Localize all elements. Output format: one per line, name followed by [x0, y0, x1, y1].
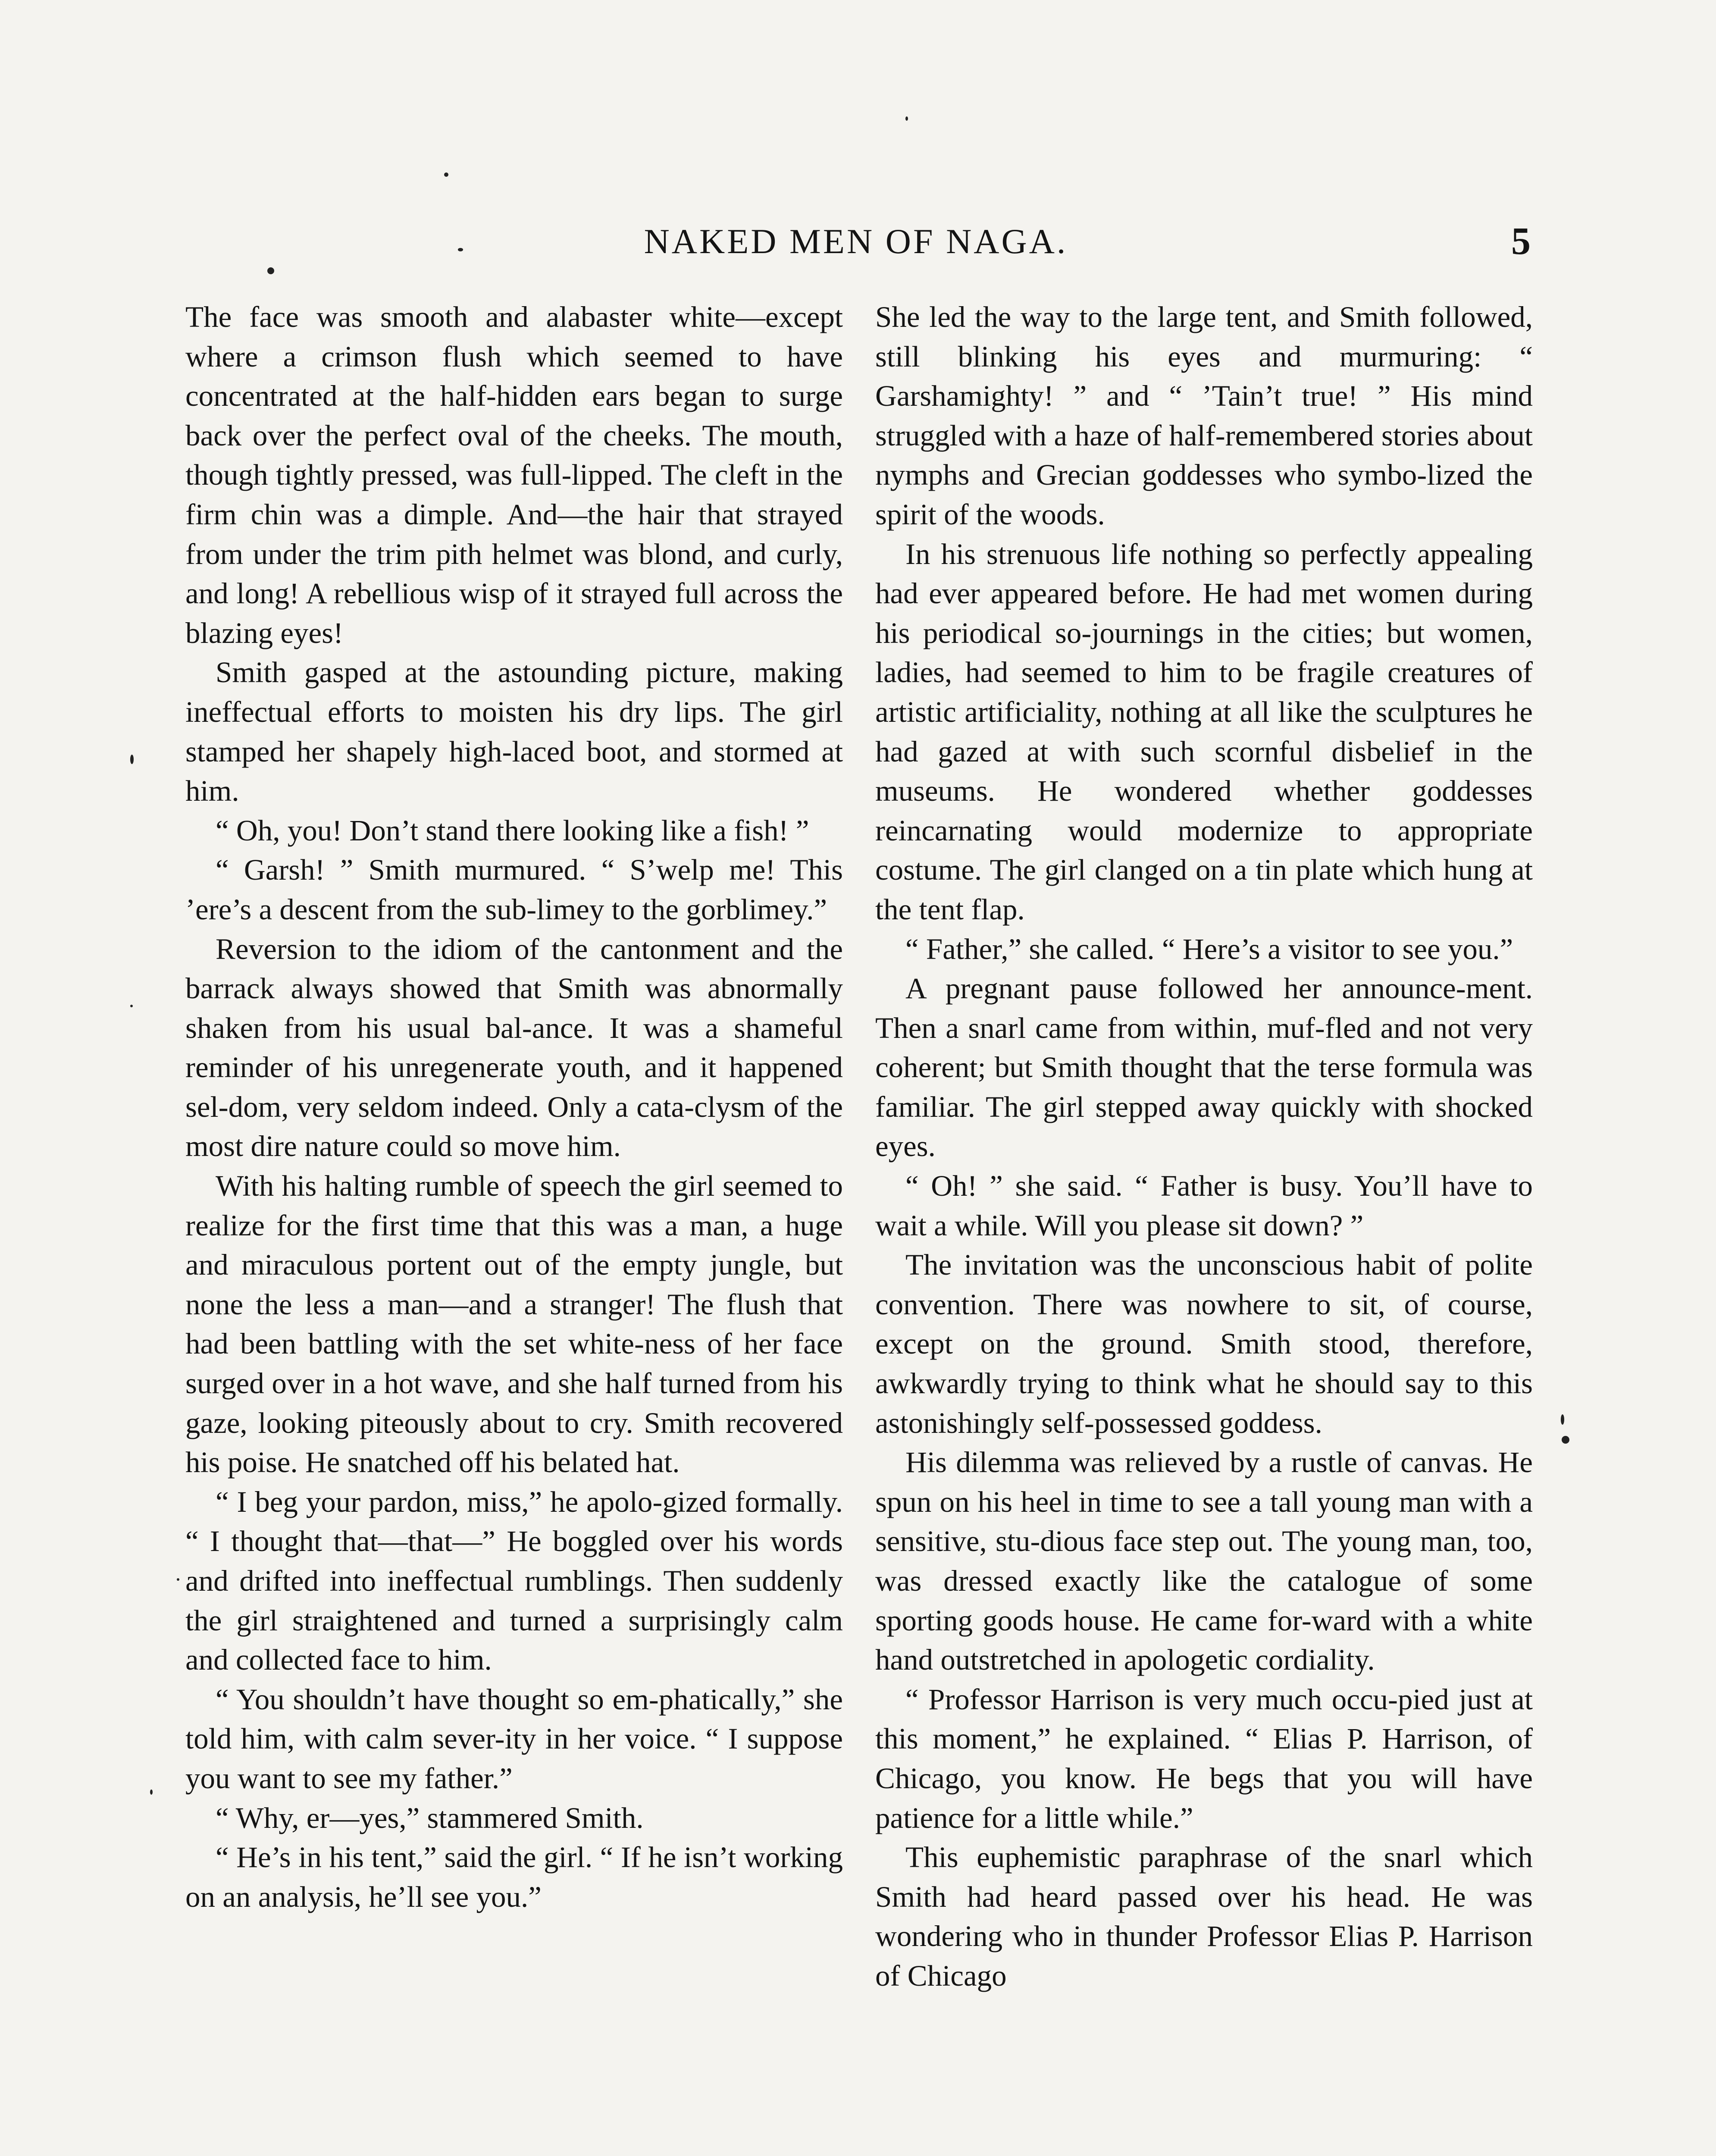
paragraph: “ He’s in his tent,” said the girl. “ If he isn’t working on an analysis, he’ll see you.”	[185, 1841, 843, 1913]
paragraph: “ Oh! ” she said. “ Father is busy. You’ll have to wait a while. Will you please sit down? ”	[875, 1169, 1533, 1242]
paragraph: The invitation was the unconscious habit of polite convention. There was nowhere to sit, of course, except on the ground. Smith stood, therefore, awkwardly trying to think what he should say to this astonishingly self-possessed goddess.	[875, 1248, 1533, 1439]
paragraph: This euphemistic paraphrase of the snarl which Smith had heard passed over his head. He was wondering who in thunder Professor Elias P. Harrison of Chicago	[875, 1841, 1533, 1992]
paragraph: “ I beg your pardon, miss,” he apolo-gized formally. “ I thought that—that—” He boggled over his words and drifted into ineffectual rumblings. Then suddenly the girl straightened and turned a surprisingly calm and collected face to him.	[185, 1485, 843, 1677]
paragraph: “ Oh, you! Don’t stand there looking like a fish! ”	[216, 814, 809, 847]
scan-speck	[130, 755, 134, 764]
scan-speck	[905, 116, 908, 121]
paragraph: His dilemma was relieved by a rustle of canvas. He spun on his heel in time to see a tall young man with a sensitive, stu-dious face step out. The young man, too, was dressed exactly like the catalogue of some sporting goods house. He came for-ward with a white hand outstretched in apologetic cordiality.	[875, 1446, 1533, 1677]
paragraph: “ Professor Harrison is very much occu-pied just at this moment,” he explained. “ Elias P. Harrison, of Chicago, you know. He begs that you will have patience for a little while.”	[875, 1683, 1533, 1834]
left-column	[185, 298, 843, 1917]
scan-speck	[177, 1578, 179, 1581]
paragraph: A pregnant pause followed her announce-ment. Then a snarl came from within, muf-fled and not very coherent; but Smith thought that the terse formula was familiar. The girl stepped away quickly with shocked eyes.	[875, 972, 1533, 1163]
scan-speck	[444, 172, 448, 177]
page-number: 5	[1511, 220, 1531, 263]
scan-speck	[130, 1005, 133, 1007]
running-title: NAKED MEN OF NAGA.	[644, 222, 1068, 261]
page-header	[181, 218, 1531, 265]
paragraph: The face was smooth and alabaster white—except where a crimson flush which seemed to have concentrated at the half-hidden ears began to surge back over the perfect oval of the cheeks. The mouth, though tightly pressed, was full-lipped. The cleft in the firm chin was a dimple. And—the hair that strayed from under the trim pith helmet was blond, and curly, and long! A rebellious wisp of it strayed full across the blazing eyes!	[185, 301, 843, 649]
scan-speck	[458, 248, 463, 251]
scan-speck	[1561, 1414, 1564, 1425]
paragraph: “ Garsh! ” Smith murmured. “ S’welp me! This ’ere’s a descent from the sub-limey to the gorblimey.”	[185, 853, 843, 926]
paragraph: Reversion to the idiom of the cantonment and the barrack always showed that Smith was abnormally shaken from his usual bal-ance. It was a shameful reminder of his unregenerate youth, and it happened sel-dom, very seldom indeed. Only a cata-clysm of the most dire nature could so move him.	[185, 932, 843, 1163]
right-column	[875, 298, 1533, 1996]
paragraph: “ You shouldn’t have thought so em-phatically,” she told him, with calm sever-ity in her voice. “ I suppose you want to see my father.”	[185, 1683, 843, 1795]
paragraph: “ Why, er—yes,” stammered Smith.	[216, 1801, 644, 1834]
scan-speck	[267, 267, 274, 274]
scan-speck	[1562, 1436, 1569, 1444]
scan-speck	[150, 1789, 153, 1795]
paragraph: With his halting rumble of speech the girl seemed to realize for the first time that this was a man, a huge and miraculous portent out of the empty jungle, but none the less a man—and a stranger! The flush that had been battling with the set white-ness of her face surged over in a hot wave, and she half turned from his gaze, looking piteously about to cry. Smith recovered his poise. He snatched off his belated hat.	[185, 1169, 843, 1479]
paragraph: Smith gasped at the astounding picture, making ineffectual efforts to moisten his dry lips. The girl stamped her shapely high-laced boot, and stormed at him.	[185, 656, 843, 808]
paragraph: “ Father,” she called. “ Here’s a visitor to see you.”	[905, 932, 1513, 965]
paragraph: She led the way to the large tent, and Smith followed, still blinking his eyes and murmuring: “ Garshamighty! ” and “ ’Tain’t true! ” His mind struggled with a haze of half-remembered stories about nymphs and Grecian goddesses who symbo-lized the spirit of the woods.	[875, 301, 1533, 531]
paragraph: In his strenuous life nothing so perfectly appealing had ever appeared before. He had met women during his periodical so-journings in the cities; but women, ladies, had seemed to him to be fragile creatures of artistic artificiality, nothing at all like the sculptures he had gazed at with such scornful disbelief in the museums. He wondered whether goddesses reincarnating would modernize to appropriate costume. The girl clanged on a tin plate which hung at the tent flap.	[875, 537, 1533, 926]
